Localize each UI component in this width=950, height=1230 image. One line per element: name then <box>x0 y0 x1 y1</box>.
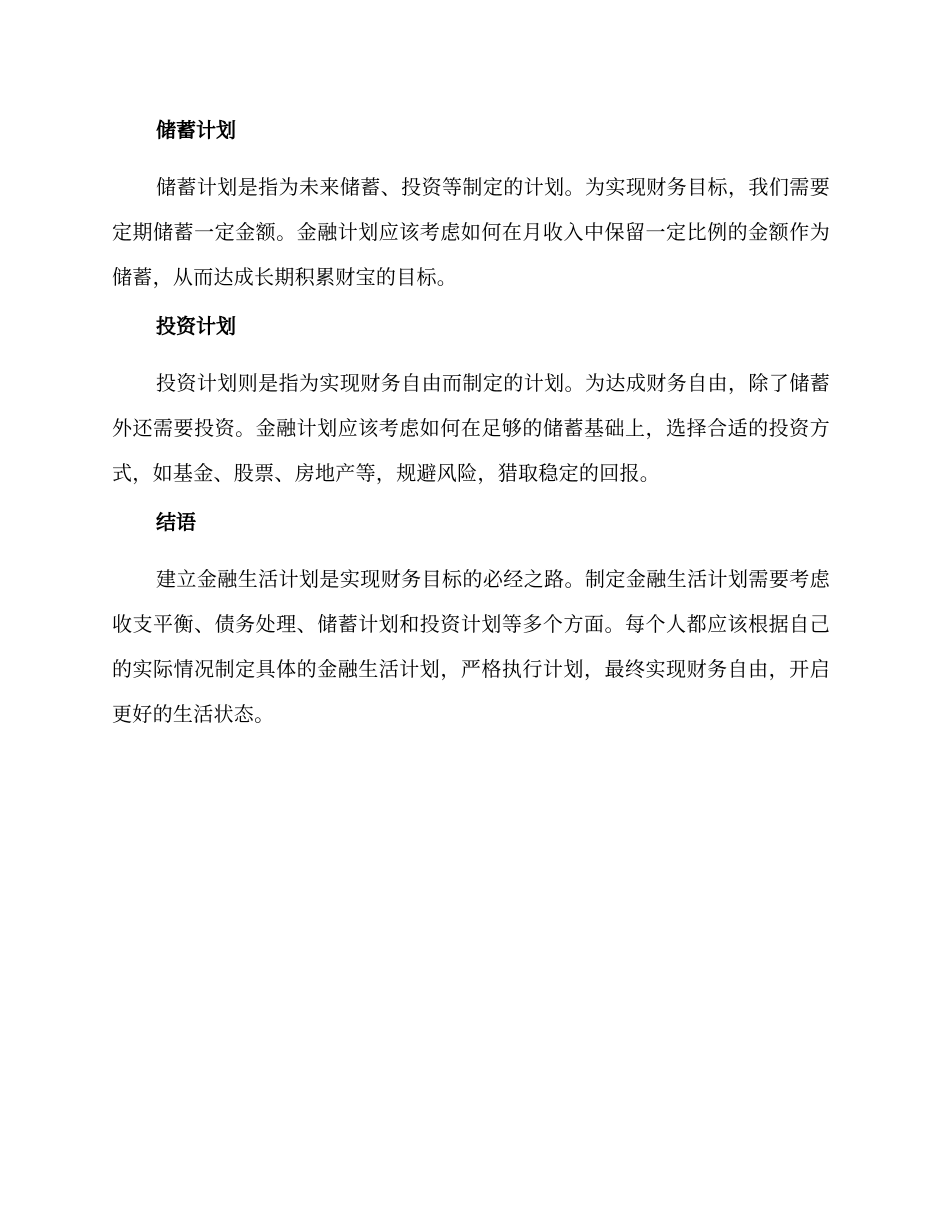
section-investment-plan <box>112 304 830 496</box>
section-paragraph: 储蓄计划是指为未来储蓄、投资等制定的计划。为实现财务目标，我们需要定期储蓄一定金额。金融计划应该考虑如何在月收入中保留一定比例的金额作为储蓄，从而达成长期积累财宝的目标。 <box>112 175 830 289</box>
section-paragraph: 投资计划则是指为实现财务自由而制定的计划。为达成财务自由，除了储蓄外还需要投资。金融计划应该考虑如何在足够的储蓄基础上，选择合适的投资方式，如基金、股票、房地产等，规避风险，猎取稳定的回报。 <box>112 371 830 485</box>
section-savings-plan <box>112 108 830 300</box>
section-heading: 投资计划 <box>156 314 236 338</box>
section-heading: 储蓄计划 <box>156 118 236 142</box>
section-heading: 结语 <box>156 510 196 534</box>
section-paragraph: 建立金融生活计划是实现财务目标的必经之路。制定金融生活计划需要考虑收支平衡、债务处理、储蓄计划和投资计划等多个方面。每个人都应该根据自己的实际情况制定具体的金融生活计划，严格执行计划，最终实现财务自由，开启更好的生活状态。 <box>112 567 830 726</box>
section-conclusion <box>112 500 830 737</box>
document-body <box>112 108 830 737</box>
